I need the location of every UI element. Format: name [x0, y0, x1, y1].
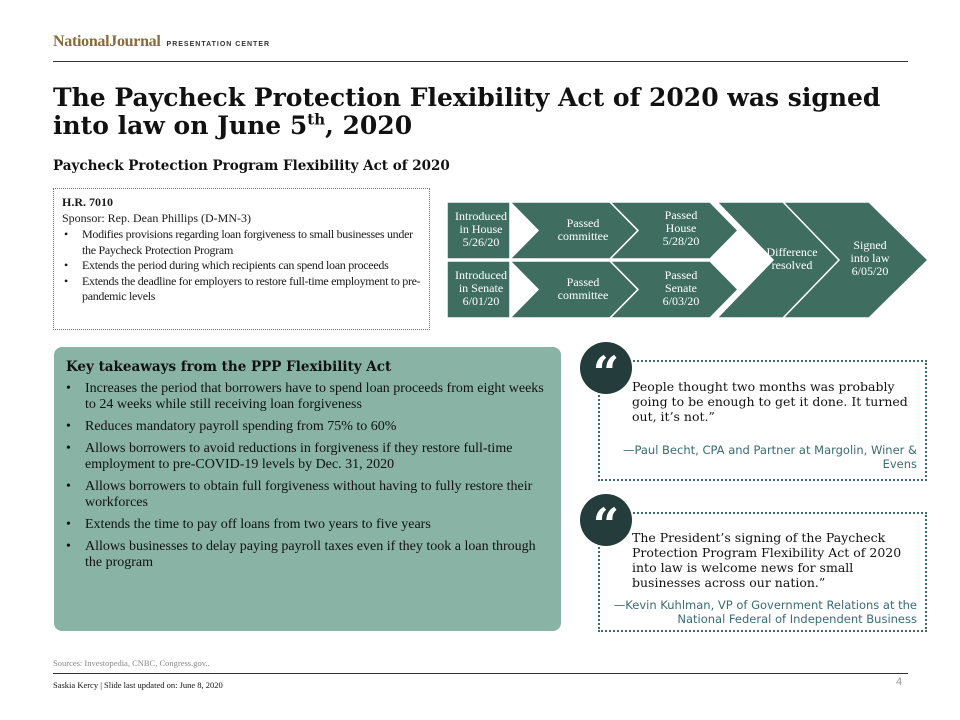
takeaway-item: • Extends the time to pay off loans from two years to five years	[66, 517, 549, 533]
takeaway-item: • Reduces mandatory payroll spending from 75% to 60%	[66, 419, 549, 435]
bill-number: H.R. 7010	[62, 195, 113, 209]
bill-point: • Extends the period during which recipients can spend loan proceeds	[62, 258, 421, 274]
introduced-senate-label: Introduced in Senate 6/01/20	[455, 268, 507, 308]
difference-resolved-label: Difference resolved	[766, 245, 818, 272]
signed-into-law-label: Signed into law 6/05/20	[850, 238, 890, 278]
bill-point: • Modifies provisions regarding loan forgiveness to small businesses under the Paycheck Protection Program	[62, 227, 421, 258]
quote-card-2	[598, 512, 927, 632]
quote-attribution-2: —Kevin Kuhlman, VP of Government Relations at the National Federal of Independent Business	[613, 598, 917, 626]
bill-info-box	[53, 188, 430, 330]
slide-subtitle: Paycheck Protection Program Flexibility Act of 2020	[53, 158, 450, 174]
committee-house-label: Passed committee	[557, 216, 609, 243]
brand-name: NationalJournal	[53, 33, 161, 50]
introduced-house-label: Introduced in House 5/26/20	[455, 209, 507, 249]
title-text: The Paycheck Protection Flexibility Act of 2020 was signed into law on June 5	[53, 83, 881, 140]
page-number: 4	[896, 676, 903, 688]
passed-senate-label: Passed Senate 6/03/20	[662, 268, 700, 308]
bill-sponsor: Sponsor: Rep. Dean Phillips (D-MN-3)	[62, 211, 251, 225]
committee-senate-label: Passed committee	[557, 275, 609, 302]
passed-house-label: Passed House 5/28/20	[662, 208, 700, 248]
takeaway-item: • Allows businesses to delay paying payroll taxes even if they took a loan through the program	[66, 539, 549, 571]
title-superscript: th	[307, 110, 326, 129]
takeaway-item: • Allows borrowers to obtain full forgiveness without having to fully restore their workforces	[66, 479, 549, 511]
footer-credit: Saskia Kercy | Slide last updated on: June 8, 2020	[53, 680, 223, 690]
brand-logo	[53, 33, 270, 51]
title-tail: , 2020	[325, 111, 413, 140]
quote-text-1: People thought two months was probably going to be enough to get it done. It turned out, it’s not.”	[632, 379, 908, 424]
quote-text-2: The President’s signing of the Paycheck Protection Program Flexibility Act of 2020 into law is welcome news for small businesses across our nation.”	[632, 530, 902, 590]
bill-points	[62, 227, 421, 305]
quote-card-1	[598, 360, 927, 481]
header-divider	[53, 61, 908, 62]
slide-title	[53, 84, 913, 140]
bill-point: • Extends the deadline for employers to restore full-time employment to pre-pandemic levels	[62, 274, 421, 305]
takeaways-list	[66, 381, 549, 571]
sources-note: Sources: Investopedia, CNBC, Congress.gov..	[53, 658, 210, 668]
takeaway-item: • Allows borrowers to avoid reductions in forgiveness if they restore full-time employment to pre-COVID-19 levels by Dec. 31, 2020	[66, 441, 549, 473]
takeaway-item: • Increases the period that borrowers have to spend loan proceeds from eight weeks to 24 weeks while still receiving loan forgiveness	[66, 381, 549, 413]
quote-mark-icon: “	[580, 494, 632, 546]
quote-mark-icon: “	[580, 342, 632, 394]
takeaways-heading: Key takeaways from the PPP Flexibility Act	[66, 359, 392, 375]
footer-divider	[53, 673, 908, 674]
brand-tagline: PRESENTATION CENTER	[166, 41, 271, 48]
quote-attribution-1: —Paul Becht, CPA and Partner at Margolin, Winer & Evens	[622, 443, 917, 471]
key-takeaways-panel	[54, 347, 561, 631]
legislative-timeline	[447, 202, 931, 318]
